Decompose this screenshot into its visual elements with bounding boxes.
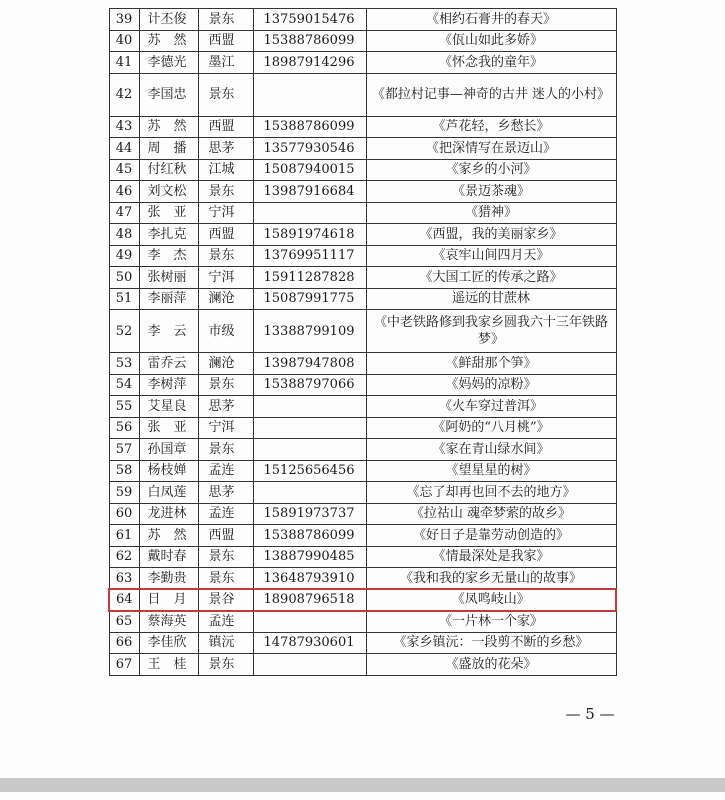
region-name: 景东 xyxy=(198,9,253,31)
region-name: 景东 xyxy=(198,546,253,568)
table-row xyxy=(109,267,616,289)
table-row xyxy=(109,654,616,676)
row-number: 56 xyxy=(109,417,139,439)
author-name: 王 桂 xyxy=(139,654,198,676)
row-number: 50 xyxy=(109,267,139,289)
work-title: 《阿奶的“八月桃”》 xyxy=(366,417,616,439)
table-row xyxy=(109,52,616,74)
author-name: 艾星良 xyxy=(139,396,198,418)
row-number: 54 xyxy=(109,374,139,396)
table-row xyxy=(109,525,616,547)
table-row xyxy=(109,611,616,633)
work-title: 遥远的甘蔗林 xyxy=(366,288,616,310)
phone-number: 18908796518 xyxy=(253,589,366,611)
table-row xyxy=(109,9,616,31)
row-number: 51 xyxy=(109,288,139,310)
table-row xyxy=(109,396,616,418)
region-name: 镇沅 xyxy=(198,632,253,654)
work-title: 《鲜甜那个笋》 xyxy=(366,353,616,375)
phone-number: 15891974618 xyxy=(253,224,366,246)
work-title: 《哀牢山间四月天》 xyxy=(366,245,616,267)
author-name: 李国忠 xyxy=(139,73,198,116)
author-name: 苏 然 xyxy=(139,116,198,138)
phone-number: 15388786099 xyxy=(253,116,366,138)
work-title: 《相约石膏井的春天》 xyxy=(366,9,616,31)
phone-number xyxy=(253,439,366,461)
author-name: 日 月 xyxy=(139,589,198,611)
table-row xyxy=(109,460,616,482)
row-number: 52 xyxy=(109,310,139,353)
row-number: 66 xyxy=(109,632,139,654)
region-name: 江城 xyxy=(198,159,253,181)
row-number: 59 xyxy=(109,482,139,504)
row-number: 55 xyxy=(109,396,139,418)
entries-table xyxy=(108,8,617,676)
region-name: 孟连 xyxy=(198,503,253,525)
table-row xyxy=(109,546,616,568)
region-name: 景东 xyxy=(198,439,253,461)
table-row xyxy=(109,589,616,611)
row-number: 48 xyxy=(109,224,139,246)
table-row xyxy=(109,310,616,353)
row-number: 44 xyxy=(109,138,139,160)
table-row xyxy=(109,73,616,116)
phone-number: 13648793910 xyxy=(253,568,366,590)
author-name: 李 云 xyxy=(139,310,198,353)
row-number: 58 xyxy=(109,460,139,482)
work-title: 《西盟，我的美丽家乡》 xyxy=(366,224,616,246)
phone-number: 13987947808 xyxy=(253,353,366,375)
work-title: 《望星星的树》 xyxy=(366,460,616,482)
region-name: 景东 xyxy=(198,568,253,590)
row-number: 45 xyxy=(109,159,139,181)
region-name: 西盟 xyxy=(198,525,253,547)
author-name: 李德光 xyxy=(139,52,198,74)
page-number: — 5 — xyxy=(565,705,615,723)
author-name: 苏 然 xyxy=(139,30,198,52)
phone-number: 15891973737 xyxy=(253,503,366,525)
region-name: 宁洱 xyxy=(198,417,253,439)
author-name: 蔡海英 xyxy=(139,611,198,633)
work-title: 《佤山如此多娇》 xyxy=(366,30,616,52)
work-title: 《一片林一个家》 xyxy=(366,611,616,633)
work-title: 《把深情写在景迈山》 xyxy=(366,138,616,160)
row-number: 64 xyxy=(109,589,139,611)
work-title: 《忘了却再也回不去的地方》 xyxy=(366,482,616,504)
table-row xyxy=(109,568,616,590)
phone-number xyxy=(253,417,366,439)
entries-table-body xyxy=(109,9,616,676)
phone-number: 13987916684 xyxy=(253,181,366,203)
author-name: 张 亚 xyxy=(139,202,198,224)
work-title: 《家乡镇沅：一段剪不断的乡愁》 xyxy=(366,632,616,654)
work-title: 《盛放的花朵》 xyxy=(366,654,616,676)
author-name: 李丽萍 xyxy=(139,288,198,310)
phone-number: 13388799109 xyxy=(253,310,366,353)
work-title: 《家乡的小河》 xyxy=(366,159,616,181)
row-number: 65 xyxy=(109,611,139,633)
row-number: 63 xyxy=(109,568,139,590)
region-name: 景东 xyxy=(198,654,253,676)
author-name: 李勤贵 xyxy=(139,568,198,590)
table-row xyxy=(109,181,616,203)
region-name: 孟连 xyxy=(198,611,253,633)
phone-number: 15087991775 xyxy=(253,288,366,310)
author-name: 李扎克 xyxy=(139,224,198,246)
row-number: 43 xyxy=(109,116,139,138)
work-title: 《妈妈的凉粉》 xyxy=(366,374,616,396)
author-name: 张 亚 xyxy=(139,417,198,439)
region-name: 景谷 xyxy=(198,589,253,611)
author-name: 杨枝婵 xyxy=(139,460,198,482)
phone-number: 14787930601 xyxy=(253,632,366,654)
region-name: 西盟 xyxy=(198,116,253,138)
work-title: 《景迈茶魂》 xyxy=(366,181,616,203)
phone-number: 13887990485 xyxy=(253,546,366,568)
phone-number xyxy=(253,202,366,224)
region-name: 宁洱 xyxy=(198,202,253,224)
table-row xyxy=(109,374,616,396)
table-row xyxy=(109,439,616,461)
work-title: 《凤鸣岐山》 xyxy=(366,589,616,611)
table-row xyxy=(109,482,616,504)
phone-number xyxy=(253,396,366,418)
region-name: 思茅 xyxy=(198,482,253,504)
author-name: 龙进林 xyxy=(139,503,198,525)
table-row xyxy=(109,224,616,246)
phone-number: 15388786099 xyxy=(253,525,366,547)
phone-number: 15911287828 xyxy=(253,267,366,289)
phone-number xyxy=(253,73,366,116)
phone-number: 13759015476 xyxy=(253,9,366,31)
work-title: 《怀念我的童年》 xyxy=(366,52,616,74)
table-row xyxy=(109,632,616,654)
table-row xyxy=(109,30,616,52)
phone-number: 13769951117 xyxy=(253,245,366,267)
phone-number: 18987914296 xyxy=(253,52,366,74)
row-number: 49 xyxy=(109,245,139,267)
table-row xyxy=(109,288,616,310)
region-name: 景东 xyxy=(198,181,253,203)
region-name: 思茅 xyxy=(198,138,253,160)
work-title: 《芦花轻，乡愁长》 xyxy=(366,116,616,138)
table-row xyxy=(109,503,616,525)
author-name: 周 播 xyxy=(139,138,198,160)
work-title: 《火车穿过普洱》 xyxy=(366,396,616,418)
author-name: 付红秋 xyxy=(139,159,198,181)
work-title: 《家在青山绿水间》 xyxy=(366,439,616,461)
row-number: 60 xyxy=(109,503,139,525)
author-name: 计丕俊 xyxy=(139,9,198,31)
work-title: 《情最深处是我家》 xyxy=(366,546,616,568)
row-number: 57 xyxy=(109,439,139,461)
table-row xyxy=(109,159,616,181)
region-name: 思茅 xyxy=(198,396,253,418)
row-number: 61 xyxy=(109,525,139,547)
author-name: 李树萍 xyxy=(139,374,198,396)
phone-number: 15125656456 xyxy=(253,460,366,482)
table-row xyxy=(109,202,616,224)
region-name: 西盟 xyxy=(198,224,253,246)
phone-number xyxy=(253,654,366,676)
author-name: 李 杰 xyxy=(139,245,198,267)
phone-number xyxy=(253,482,366,504)
author-name: 雷乔云 xyxy=(139,353,198,375)
row-number: 41 xyxy=(109,52,139,74)
table-row xyxy=(109,353,616,375)
table-row xyxy=(109,138,616,160)
region-name: 市级 xyxy=(198,310,253,353)
row-number: 47 xyxy=(109,202,139,224)
phone-number: 15388786099 xyxy=(253,30,366,52)
author-name: 刘文松 xyxy=(139,181,198,203)
phone-number: 13577930546 xyxy=(253,138,366,160)
row-number: 67 xyxy=(109,654,139,676)
region-name: 景东 xyxy=(198,73,253,116)
region-name: 景东 xyxy=(198,374,253,396)
region-name: 澜沧 xyxy=(198,353,253,375)
row-number: 42 xyxy=(109,73,139,116)
row-number: 53 xyxy=(109,353,139,375)
phone-number: 15087940015 xyxy=(253,159,366,181)
author-name: 戴时春 xyxy=(139,546,198,568)
region-name: 景东 xyxy=(198,245,253,267)
author-name: 白凤莲 xyxy=(139,482,198,504)
work-title: 《大国工匠的传承之路》 xyxy=(366,267,616,289)
bottom-scroll-bar[interactable] xyxy=(0,778,725,792)
author-name: 苏 然 xyxy=(139,525,198,547)
work-title: 《好日子是靠劳动创造的》 xyxy=(366,525,616,547)
work-title: 《都拉村记事—神奇的古井 迷人的小村》 xyxy=(366,73,616,116)
author-name: 孙国章 xyxy=(139,439,198,461)
region-name: 墨江 xyxy=(198,52,253,74)
work-title: 《中老铁路修到我家乡圆我六十三年铁路梦》 xyxy=(366,310,616,353)
region-name: 宁洱 xyxy=(198,267,253,289)
work-title: 《拉祜山 魂牵梦萦的故乡》 xyxy=(366,503,616,525)
table-row xyxy=(109,116,616,138)
row-number: 39 xyxy=(109,9,139,31)
row-number: 40 xyxy=(109,30,139,52)
work-title: 《猎神》 xyxy=(366,202,616,224)
phone-number: 15388797066 xyxy=(253,374,366,396)
work-title: 《我和我的家乡无量山的故事》 xyxy=(366,568,616,590)
phone-number xyxy=(253,611,366,633)
author-name: 张树丽 xyxy=(139,267,198,289)
region-name: 澜沧 xyxy=(198,288,253,310)
region-name: 孟连 xyxy=(198,460,253,482)
row-number: 62 xyxy=(109,546,139,568)
table-row xyxy=(109,245,616,267)
row-number: 46 xyxy=(109,181,139,203)
table-row xyxy=(109,417,616,439)
author-name: 李佳欣 xyxy=(139,632,198,654)
region-name: 西盟 xyxy=(198,30,253,52)
